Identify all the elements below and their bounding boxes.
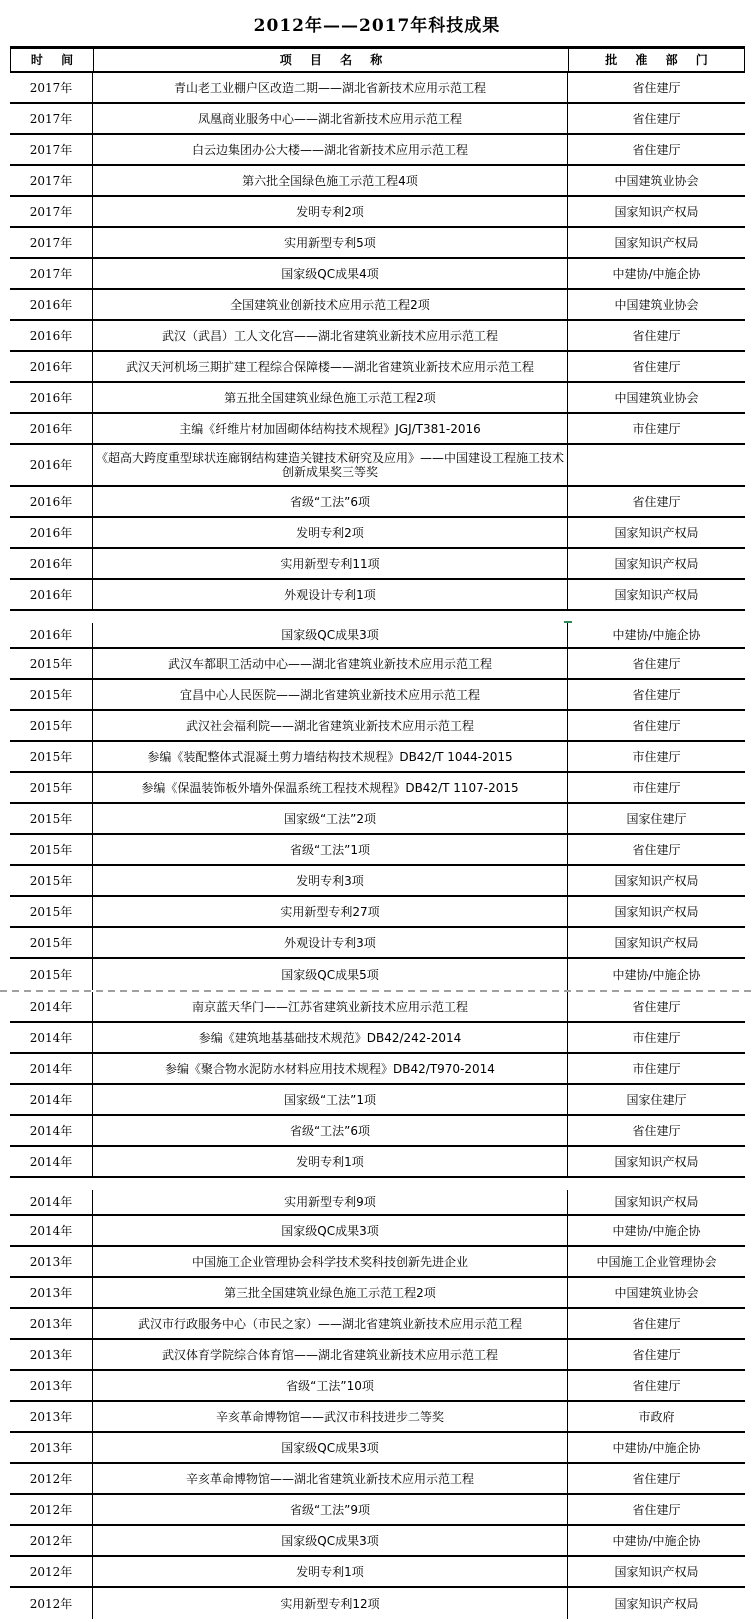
department-cell: 省住建厅 [632,687,681,702]
project-cell: 辛亥革命博物馆——武汉市科技进步二等奖 [93,1402,568,1431]
project-cell: 白云边集团办公大楼——湖北省新技术应用示范工程 [93,135,568,164]
project-cell: 发明专利1项 [93,1147,568,1176]
year-cell: 2015年 [10,680,93,709]
project-cell: 实用新型专利9项 [93,1190,568,1214]
table-handle-mark [564,621,572,623]
project-cell: 南京蓝天华门——江苏省建筑业新技术应用示范工程 [93,992,568,1021]
department-cell: 国家知识产权局 [614,235,699,250]
table-row [10,1278,745,1309]
table-row [10,1526,745,1557]
year-cell: 2014年 [10,1190,93,1214]
project-cell: 参编《装配整体式混凝土剪力墙结构技术规程》DB42/T 1044-2015 [93,742,568,771]
year-cell: 2017年 [10,73,93,102]
year-cell: 2017年 [10,228,93,257]
page-break-dashed-line [0,990,754,992]
year-cell: 2015年 [10,835,93,864]
table-row [10,414,745,445]
project-cell: 参编《聚合物水泥防水材料应用技术规程》DB42/T970-2014 [93,1054,568,1083]
table-row [10,352,745,383]
department-cell: 国家知识产权局 [614,935,699,950]
year-cell: 2015年 [10,959,93,990]
table-row [10,742,745,773]
table-row [10,623,745,649]
year-cell: 2016年 [10,290,93,319]
table-row [10,804,745,835]
table-row [10,649,745,680]
table-header-row [10,49,745,73]
project-cell: 发明专利1项 [93,1557,568,1586]
year-cell: 2015年 [10,804,93,833]
department-cell: 国家知识产权局 [614,1596,699,1611]
project-cell: 省级“工法”10项 [93,1371,568,1400]
department-cell: 中国施工企业管理协会 [596,1254,717,1269]
year-cell: 2012年 [10,1557,93,1586]
project-cell: 《超高大跨度重型球状连廊钢结构建造关键技术研究及应用》——中国建设工程施工技术创新成果奖三等奖 [93,445,568,485]
department-cell: 省住建厅 [632,80,681,95]
table-row [10,1371,745,1402]
year-cell: 2012年 [10,1526,93,1555]
department-cell: 国家知识产权局 [614,1154,699,1169]
header-department: 批 准 部 门 [605,53,708,67]
table-row [10,487,745,518]
department-cell: 国家知识产权局 [614,1195,699,1209]
table-row [10,1116,745,1147]
department-cell: 省住建厅 [632,1378,681,1393]
project-cell: 武汉社会福利院——湖北省建筑业新技术应用示范工程 [93,711,568,740]
project-cell: 省级“工法”6项 [93,1116,568,1145]
department-cell: 国家住建厅 [626,811,687,826]
department-cell: 中建协/中施企协 [612,628,701,642]
project-cell: 参编《保温装饰板外墙外保温系统工程技术规程》DB42/T 1107-2015 [93,773,568,802]
project-cell: 发明专利3项 [93,866,568,895]
project-cell: 第三批全国建筑业绿色施工示范工程2项 [93,1278,568,1307]
table-row [10,1433,745,1464]
page-break-gap [10,611,745,623]
table-row [10,549,745,580]
year-cell: 2016年 [10,414,93,443]
department-cell: 中国建筑业协会 [614,390,699,405]
project-cell: 国家级QC成果3项 [93,1433,568,1462]
project-cell: 省级“工法”9项 [93,1495,568,1524]
table-row [10,1495,745,1526]
project-cell: 国家级QC成果3项 [93,1526,568,1555]
project-cell: 宜昌中心人民医院——湖北省建筑业新技术应用示范工程 [93,680,568,709]
department-cell: 省住建厅 [632,142,681,157]
department-cell: 省住建厅 [632,1502,681,1517]
year-cell: 2013年 [10,1340,93,1369]
project-cell: 外观设计专利3项 [93,928,568,957]
department-cell: 中建协/中施企协 [612,1533,701,1548]
year-cell: 2015年 [10,711,93,740]
year-cell: 2014年 [10,992,93,1021]
project-cell: 发明专利2项 [93,518,568,547]
department-cell: 国家知识产权局 [614,1564,699,1579]
table-row [10,1557,745,1588]
department-cell: 中建协/中施企协 [612,1223,701,1238]
table-row [10,445,745,487]
department-cell: 省住建厅 [632,1471,681,1486]
year-cell: 2017年 [10,259,93,288]
table-row [10,135,745,166]
year-cell: 2012年 [10,1495,93,1524]
project-cell: 实用新型专利5项 [93,228,568,257]
project-cell: 武汉（武昌）工人文化宫——湖北省建筑业新技术应用示范工程 [93,321,568,350]
table-row [10,383,745,414]
year-cell: 2013年 [10,1278,93,1307]
department-cell: 省住建厅 [632,494,681,509]
table-row [10,104,745,135]
table-row [10,1147,745,1178]
page-title: 2012年——2017年科技成果 [253,15,501,36]
year-cell: 2016年 [10,580,93,609]
department-cell: 国家住建厅 [626,1092,687,1107]
year-cell: 2015年 [10,897,93,926]
table-row [10,1190,745,1216]
table-row [10,1588,745,1619]
year-cell: 2014年 [10,1023,93,1052]
department-cell: 国家知识产权局 [614,556,699,571]
department-cell: 国家知识产权局 [614,904,699,919]
department-cell: 市住建厅 [632,780,681,795]
table-row [10,928,745,959]
year-cell: 2016年 [10,321,93,350]
table-row [10,1309,745,1340]
project-cell: 发明专利2项 [93,197,568,226]
table-row [10,321,745,352]
table-row [10,73,745,104]
year-cell: 2014年 [10,1216,93,1245]
year-cell: 2013年 [10,1309,93,1338]
year-cell: 2012年 [10,1588,93,1619]
year-cell: 2016年 [10,487,93,516]
table-row [10,228,745,259]
table-row [10,835,745,866]
table-row [10,1085,745,1116]
department-cell: 国家知识产权局 [614,587,699,602]
year-cell: 2016年 [10,549,93,578]
table-row [10,197,745,228]
department-cell: 市住建厅 [632,749,681,764]
year-cell: 2013年 [10,1371,93,1400]
project-cell: 外观设计专利1项 [93,580,568,609]
year-cell: 2014年 [10,1147,93,1176]
project-cell: 武汉体育学院综合体育馆——湖北省建筑业新技术应用示范工程 [93,1340,568,1369]
table-row [10,773,745,804]
department-cell: 省住建厅 [632,999,681,1014]
year-cell: 2013年 [10,1402,93,1431]
project-cell: 全国建筑业创新技术应用示范工程2项 [93,290,568,319]
department-cell: 市住建厅 [632,421,681,436]
table-row [10,897,745,928]
year-cell: 2016年 [10,623,93,647]
year-cell: 2015年 [10,742,93,771]
table-row [10,1464,745,1495]
year-cell: 2017年 [10,135,93,164]
project-cell: 武汉天河机场三期扩建工程综合保障楼——湖北省建筑业新技术应用示范工程 [93,352,568,381]
project-cell: 省级“工法”1项 [93,835,568,864]
table-row [10,711,745,742]
project-cell: 参编《建筑地基基础技术规范》DB42/242-2014 [93,1023,568,1052]
table-row [10,1054,745,1085]
year-cell: 2015年 [10,928,93,957]
project-cell: 国家级QC成果5项 [93,959,568,990]
department-cell: 省住建厅 [632,1123,681,1138]
department-cell: 省住建厅 [632,842,681,857]
department-cell: 市住建厅 [632,1030,681,1045]
department-cell: 市住建厅 [632,1061,681,1076]
department-cell: 省住建厅 [632,359,681,374]
project-cell: 青山老工业棚户区改造二期——湖北省新技术应用示范工程 [93,73,568,102]
department-cell: 省住建厅 [632,1316,681,1331]
project-cell: 国家级“工法”2项 [93,804,568,833]
year-cell: 2014年 [10,1054,93,1083]
department-cell: 国家知识产权局 [614,525,699,540]
table-row [10,959,745,990]
year-cell: 2016年 [10,383,93,412]
year-cell: 2016年 [10,445,93,485]
table-row [10,290,745,321]
project-cell: 凤凰商业服务中心——湖北省新技术应用示范工程 [93,104,568,133]
department-cell: 国家知识产权局 [614,873,699,888]
year-cell: 2015年 [10,649,93,678]
department-cell: 中建协/中施企协 [612,266,701,281]
department-cell: 省住建厅 [632,111,681,126]
year-cell: 2014年 [10,1116,93,1145]
project-cell: 第五批全国建筑业绿色施工示范工程2项 [93,383,568,412]
project-cell: 实用新型专利12项 [93,1588,568,1619]
department-cell [568,445,745,485]
table-row [10,1216,745,1247]
table-row [10,1023,745,1054]
table-row [10,580,745,611]
table-row [10,680,745,711]
department-cell: 中建协/中施企协 [612,967,701,982]
year-cell: 2015年 [10,866,93,895]
department-cell: 省住建厅 [632,328,681,343]
department-cell: 省住建厅 [632,656,681,671]
page-break-gap [10,1178,745,1190]
year-cell: 2015年 [10,773,93,802]
project-cell: 国家级QC成果3项 [93,1216,568,1245]
year-cell: 2017年 [10,104,93,133]
table-row [10,166,745,197]
department-cell: 中国建筑业协会 [614,173,699,188]
header-time: 时 间 [11,49,94,71]
project-cell: 实用新型专利11项 [93,549,568,578]
project-cell: 第六批全国绿色施工示范工程4项 [93,166,568,195]
department-cell: 省住建厅 [632,1347,681,1362]
project-cell: 主编《纤维片材加固砌体结构技术规程》JGJ/T381-2016 [93,414,568,443]
year-cell: 2017年 [10,197,93,226]
table-body [10,73,745,1619]
year-cell: 2013年 [10,1247,93,1276]
department-cell: 国家知识产权局 [614,204,699,219]
department-cell: 中建协/中施企协 [612,1440,701,1455]
department-cell: 市政府 [638,1409,675,1424]
project-cell: 实用新型专利27项 [93,897,568,926]
year-cell: 2014年 [10,1085,93,1114]
project-cell: 中国施工企业管理协会科学技术奖科技创新先进企业 [93,1247,568,1276]
achievements-table [10,46,745,1619]
table-row [10,1402,745,1433]
year-cell: 2017年 [10,166,93,195]
year-cell: 2012年 [10,1464,93,1493]
project-cell: 国家级“工法”1项 [93,1085,568,1114]
project-cell: 辛亥革命博物馆——湖北省建筑业新技术应用示范工程 [93,1464,568,1493]
table-row [10,1340,745,1371]
year-cell: 2016年 [10,518,93,547]
year-cell: 2013年 [10,1433,93,1462]
year-cell: 2016年 [10,352,93,381]
project-cell: 武汉车都职工活动中心——湖北省建筑业新技术应用示范工程 [93,649,568,678]
department-cell: 省住建厅 [632,718,681,733]
header-project: 项 目 名 称 [94,49,569,71]
table-row [10,1247,745,1278]
table-row [10,866,745,897]
department-cell: 中国建筑业协会 [614,1285,699,1300]
department-cell: 中国建筑业协会 [614,297,699,312]
project-cell: 国家级QC成果4项 [93,259,568,288]
table-row [10,992,745,1023]
project-cell: 武汉市行政服务中心（市民之家）——湖北省建筑业新技术应用示范工程 [93,1309,568,1338]
table-row [10,259,745,290]
project-cell: 省级“工法”6项 [93,487,568,516]
project-cell: 国家级QC成果3项 [93,623,568,647]
table-row [10,518,745,549]
